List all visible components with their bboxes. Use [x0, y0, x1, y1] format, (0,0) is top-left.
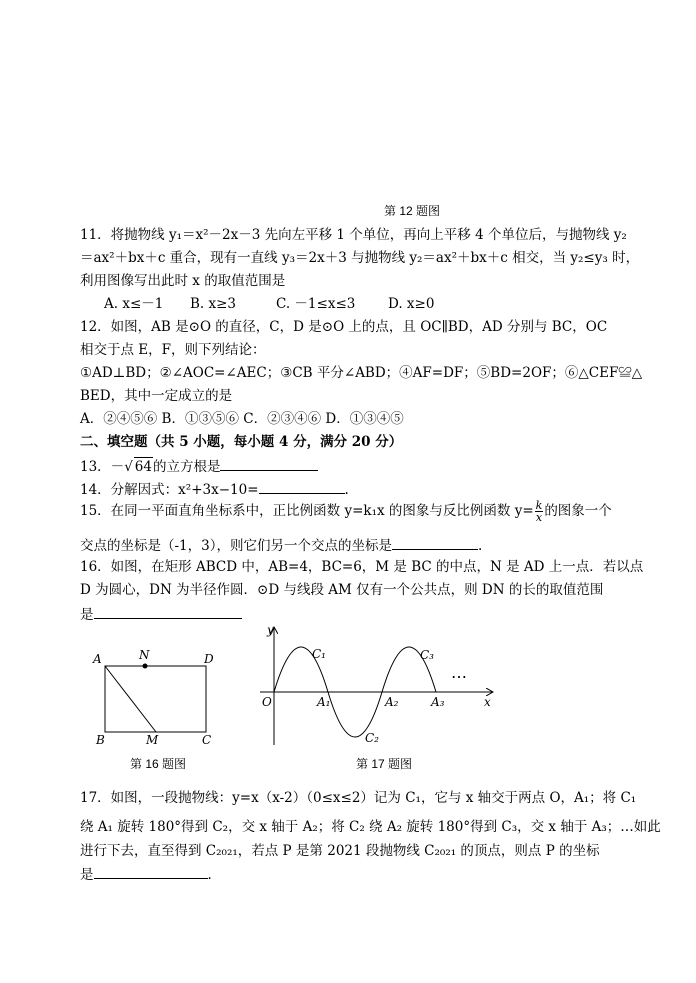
segment-am: [105, 666, 156, 732]
figure-17-caption: 第 17 题图: [356, 757, 413, 771]
q17-line1: 17．如图，一段抛物线：y=x（x-2）（0≤x≤2）记为 C₁，它与 x 轴交于两点 O，A₁；将 C₁: [80, 790, 637, 806]
label-d: D: [204, 652, 214, 666]
label-o: O: [262, 695, 272, 709]
q12-options: A．②④⑤⑥ B．①③⑤⑥ C．②③④⑥ D．①③④⑤: [80, 411, 404, 427]
label-b: B: [96, 733, 105, 747]
q13-suffix: 的立方根是: [152, 459, 221, 475]
q15-part1: 15．在同一平面直角坐标系中，正比例函数 y=k₁x 的图象与反比例函数 y=: [80, 503, 534, 519]
label-y: y: [267, 623, 274, 637]
q17-end: .: [207, 867, 212, 883]
q16-line1: 16．如图，在矩形 ABCD 中，AB=4，BC=6，M 是 BC 的中点，N 是 AD 上一点．若以点: [80, 559, 644, 575]
figure-12-caption: 第 12 题图: [384, 204, 441, 218]
q11-option-d: D. x≥0: [388, 296, 435, 312]
q15-line2-text: 交点的坐标是（-1，3），则它们另一个交点的坐标是: [80, 538, 392, 554]
q13-answer-blank: [220, 456, 318, 471]
point-n: [143, 664, 148, 669]
label-c1: C₁: [312, 647, 326, 661]
q16-line2: D 为圆心，DN 为半径作圆．⊙D 与线段 AM 仅有一个公共点，则 DN 的长的取值范围: [80, 582, 604, 598]
q17-line4: [80, 864, 212, 884]
q11-option-a: A. x≤－1: [104, 296, 164, 312]
q15-part2: 的图象一个: [544, 503, 612, 519]
label-a1: A₁: [317, 695, 331, 709]
label-x: x: [484, 695, 491, 709]
label-m: M: [146, 733, 159, 747]
q11-line3: 利用图像写出此时 x 的取值范围是: [80, 273, 286, 289]
q15-answer-blank: [392, 535, 478, 550]
label-c3: C₃: [420, 648, 434, 662]
q13: [80, 456, 318, 476]
q14-answer-blank: [259, 479, 345, 494]
q11-option-b: B. x≥3: [190, 296, 237, 312]
q17-line3: 进行下去，直至得到 C₂₀₂₁，若点 P 是第 2021 段抛物线 C₂₀₂₁ 的顶点，则点 P 的坐标: [80, 843, 600, 859]
q15-fraction-den: x: [535, 511, 543, 524]
q12-line2: 相交于点 E，F，则下列结论：: [80, 342, 266, 358]
q13-radicand: 64: [134, 459, 152, 475]
q15-line2: 交点的坐标是（-1，3），则它们另一个交点的坐标是 .: [80, 535, 482, 555]
q17-line2: 绕 A₁ 旋转 180°得到 C₂，交 x 轴于 A₂；将 C₂ 绕 A₂ 旋转 180°得到 C₃，交 x 轴于 A₃；…如此: [80, 819, 661, 835]
q11-line2: ＝ax²＋bx＋c 重合，现有一直线 y₃＝2x＋3 与抛物线 y₂＝ax²＋bx＋c 相交，当 y₂≤y₃ 时，: [80, 250, 640, 266]
label-a2: A₂: [385, 695, 399, 709]
label-a: A: [93, 652, 102, 666]
label-n: N: [139, 648, 150, 662]
rectangle-abcd: [105, 666, 206, 732]
q17-answer-blank: [94, 864, 208, 879]
q14-text: 14．分解因式：x²+3x−10=: [80, 482, 259, 498]
label-a3: A₃: [431, 695, 445, 709]
label-c: C: [202, 733, 212, 747]
q11-line1: 11．将抛物线 y₁＝x²－2x－3 先向左平移 1 个单位，再向上平移 4 个单位后，与抛物线 y₂: [80, 227, 627, 243]
q16-line3-text: 是: [80, 607, 94, 623]
figure-16: [88, 645, 228, 750]
q12-line4: BED，其中一定成立的是: [80, 388, 233, 404]
continuation-dots: …: [451, 663, 467, 682]
q12-line3: ①AD⊥BD；②∠AOC=∠AEC；③CB 平分∠ABD；④AF=DF；⑤BD=2OF；⑥△CEF≌△: [80, 365, 643, 381]
sqrt-sign: √: [124, 459, 133, 475]
figure-16-caption: 第 16 题图: [130, 757, 187, 771]
q14: 14．分解因式：x²+3x−10= .: [80, 479, 349, 499]
q12-line1: 12．如图，AB 是⊙O 的直径，C，D 是⊙O 上的点，且 OC∥BD，AD 分别与 BC，OC: [80, 319, 608, 335]
q16-answer-blank: [94, 604, 242, 619]
q15-fraction-num: k: [535, 499, 543, 512]
q15-line1: [80, 500, 612, 523]
q15-fraction: [535, 500, 544, 523]
q17-line4-text: 是: [80, 867, 94, 883]
figure-17: [255, 620, 500, 750]
section-2-heading: 二、填空题（共 5 小题，每小题 4 分，满分 20 分）: [80, 434, 403, 450]
label-c2: C₂: [365, 731, 379, 745]
q13-prefix: 13．－: [80, 459, 125, 475]
q16-line3: [80, 604, 242, 624]
q11-option-c: C. －1≤x≤3: [276, 296, 356, 312]
